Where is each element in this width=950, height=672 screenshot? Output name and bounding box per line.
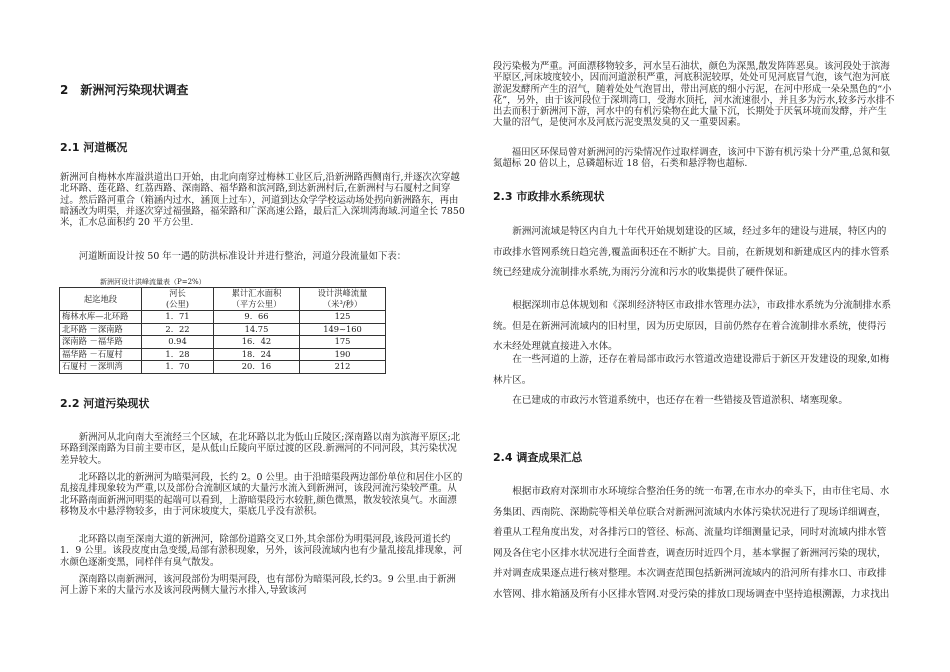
section-2-4-heading: 2.4 调查成果汇总 <box>493 451 583 464</box>
table-header-cell: 河长 (公里) <box>142 288 214 311</box>
table-cell: 梅林水库—北环路 <box>60 311 142 324</box>
section-2-1-paragraph-1: 新洲河自梅林水库溢洪道出口开始，由北向南穿过梅林工业区后,沿新洲路西侧南行,并逐次次穿越北环路、莲花路、红荔西路、深南路、福华路和滨河路,到达新洲村后,在新洲村与石厦村之间穿过。然后路河重合（箱涵内过水，涵顶上过车），河道到达众学学校运动场处拐向新洲路东，再由暗涵改为明渠，并逐次穿过福强路，福荣路和广深高速公路，最后汇入深圳湾海域.河道全长 7850 米，汇水总面积约 20 平方公里. <box>60 172 465 229</box>
table-row <box>60 348 386 361</box>
table-header-cell: 设计洪峰流量 （米³/秒） <box>300 288 386 311</box>
section-2-2-paragraph-3: 北环路以南至深南大道的新洲河，除部份道路交叉口外,其余部份为明渠河段,该段河道长约 1．9 公里。该段皮度由急变缓,局部有淤积现象，另外，该河段流域内也有少量乱接乱排现象，河水颜色逐渐变黑，同样伴有臭气散发。 <box>60 534 463 568</box>
table-cell: 2．22 <box>142 323 214 336</box>
table-cell: 1．71 <box>142 311 214 324</box>
table-header-cell: 累计汇水面积 （平方公里） <box>214 288 300 311</box>
table-cell: 石厦村 －深圳湾 <box>60 361 142 374</box>
table-cell: 20．16 <box>214 361 300 374</box>
table-cell: 212 <box>300 361 386 374</box>
table-header-cell: 起迄地段 <box>60 288 142 311</box>
table-row <box>60 336 386 349</box>
flood-peak-flow-table <box>59 287 386 374</box>
table-cell: 149~160 <box>300 323 386 336</box>
section-2-3-paragraph-4: 在已建成的市政污水管道系统中，也还存在着一些错接及管道淤积、堵塞现象。 <box>512 395 848 406</box>
section-2-2-paragraph-1: 新洲河从北向南大至流经三个区域，在北环路以北为低山丘陵区;深南路以南为滨海平原区;北环路到深南路为目前主要市区，是从低山丘陵向平原过渡的区段.新洲河的不同河段，其污染状况差异较大。 <box>60 432 461 466</box>
table-cell: 14.75 <box>214 323 300 336</box>
section-2-3-paragraph-2: 根据深圳市总体规划和《深圳经济特区市政排水管理办法》，市政排水系统为分流制排水系统。但是在新洲河流域内的旧村里，因为历史原因，目前仍然存在着合流制排水系统，使得污水未经处理就直接进入水体。 <box>493 300 892 353</box>
continued-paragraph-2: 福田区环保局曾对新洲河的污染情况作过取样调查，该河中下游有机污染十分严重,总氮和氨氮超标 20 倍以上，总磷超标近 18 倍，石类和悬浮物也超标. <box>493 147 890 170</box>
table-cell: 175 <box>300 336 386 349</box>
flow-table-caption: 新洲河设计洪峰流量表（P=2%） <box>100 278 206 286</box>
table-cell: 125 <box>300 311 386 324</box>
section-2-2-paragraph-2: 北环路以北的新洲河为暗渠河段，长约 2。0 公里。由于沿暗渠段两边部份单位和居住小区的乱接乱排现象较为严重,以及部份合流制区域的大量污水流入到新洲河，该段河流污染较严重。从北环路南面新洲河明渠的起端可以看到，上游暗渠段污水较脏,颜色微黑，散发较浓臭气。水面漂移物及水中悬浮物较多，由于河床坡度大，渠底几乎没有淤积。 <box>60 472 463 517</box>
section-2-1-paragraph-2: 河道断面设计按 50 年一遇的防洪标准设计并进行整治，河道分段流量如下表： <box>78 251 407 262</box>
section-2-3-paragraph-1: 新洲河流域是特区内自九十年代开始规划建设的区域，经过多年的建设与进展，特区内的市政排水管网系统日趋完善,覆盖面积还在不断扩大。目前，在新规划和新建成区内的排水管系统已经建成分流制排水系统,为雨污分流和污水的收集提供了硬件保证。 <box>493 226 890 279</box>
section-2-3-paragraph-3: 在一些河道的上游，还存在着局部市政污水管道改造建设滞后于新区开发建设的现象,如梅林片区。 <box>493 354 890 386</box>
table-cell: 深南路 －福华路 <box>60 336 142 349</box>
section-2-3-heading: 2.3 市政排水系统现状 <box>493 190 605 203</box>
table-cell: 16．42 <box>214 336 300 349</box>
table-cell: 190 <box>300 348 386 361</box>
continued-paragraph-1: 段污染极为严重。河面漂移物较多，河水呈石油状，颜色为深黑,散发阵阵恶臭。该河段处于滨海平原区,河床坡度较小，因而河道淤积严重，河底积泥较厚，处处可见河底冒气泡，该气泡为河底淤泥发酵所产生的沼气，随着处处气泡冒出，带出河底的细小污泥，在河中形成一朵朵黑色的“小花”，另外，由于该河段位于深圳湾口，受海水顶托，河水流速很小，并且多为污水,较多污水排不出去而积于新洲河下游，河水中的有机污染物在此大量下沉，长期处于厌氧环境而发酵，并产生大量的沼气，是使河水及河底污泥变黑发臭的又一重要因素。 <box>493 61 895 129</box>
table-cell: 福华路 －石厦村 <box>60 348 142 361</box>
section-2-heading: 2 新洲河污染现状调查 <box>60 83 189 97</box>
table-cell: 18．24 <box>214 348 300 361</box>
table-cell: 北环路 －深南路 <box>60 323 142 336</box>
section-2-2-paragraph-4: 深南路以南新洲河，该河段部份为明渠河段，也有部份为暗渠河段,长约3。9 公里.由于新洲河上游下来的大量污水及该河段两侧大量污水排入,导致该河 <box>60 574 456 597</box>
table-row <box>60 323 386 336</box>
section-2-1-heading: 2.1 河道概况 <box>60 141 128 154</box>
table-row <box>60 361 386 374</box>
table-cell: 0.94 <box>142 336 214 349</box>
table-cell: 1．70 <box>142 361 214 374</box>
table-header-row <box>60 288 386 311</box>
section-2-2-heading: 2.2 河道污染现状 <box>60 397 150 410</box>
table-cell: 1．28 <box>142 348 214 361</box>
table-row <box>60 311 386 324</box>
section-2-4-paragraph-1: 根据市政府对深圳市水环境综合整治任务的统一布署,在市水办的牵头下，由市住宅局、水务集团、西南院、深勘院等相关单位联合对新洲河流域内水体污染状况进行了现场详细调查，着重从工程角度出发，对各排污口的管径、标高、流量均详细测量记录，同时对流域内排水管网及各住宅小区排水状况进行全面普查，调查历时近四个月，基本掌握了新洲河污染的现状，并对调查成果逐点进行核对整理。本次调查范围包括新洲河流域内的沿河所有排水口、市政排水管网、排水箱涵及所有小区排水管网.对受污染的排放口现场调查中坚持追根溯源，力求找出 <box>493 486 890 600</box>
table-cell: 9．66 <box>214 311 300 324</box>
